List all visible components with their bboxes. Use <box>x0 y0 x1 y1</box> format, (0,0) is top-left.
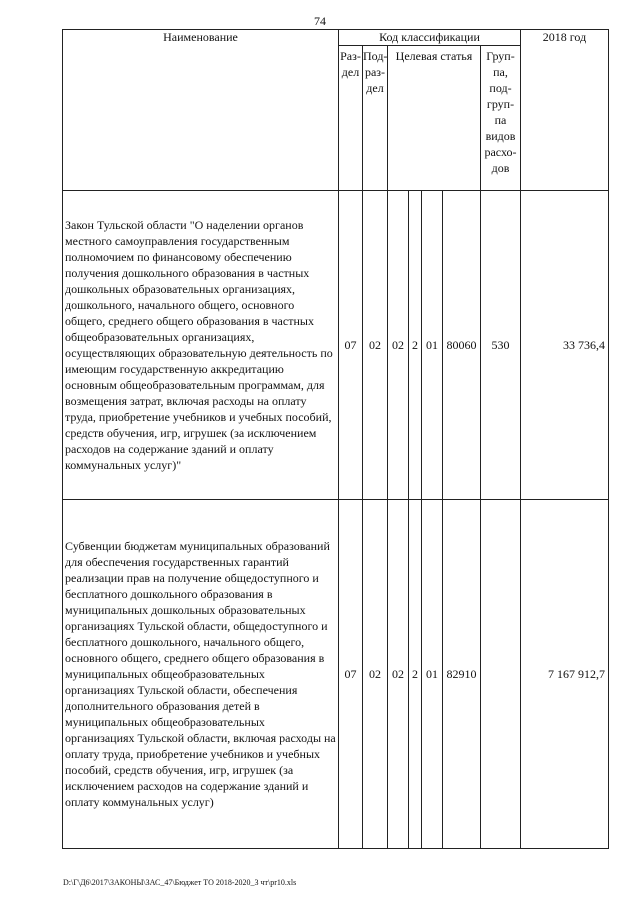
row-name: Субвенции бюджетам муниципальных образований для обеспечения государственных гарантий реализации прав на получение общедоступного и бесплатного дошкольного образования в муниципальных дошкольных образовательных организациях Тульской области, общедоступного и бесплатного дошкольного, начального общего, основного общего, среднего общего образования в муниципальных общеобразовательных организациях Тульской области, обеспечения дополнительного образования детей в муниципальных общеобразовательных организациях Тульской области, включая расходы на оплату труда, приобретение учебников и учебных пособий, средств обучения, игр, игрушек (за исключением расходов на содержание зданий и оплату коммунальных услуг) <box>63 500 339 849</box>
row-amount: 7 167 912,7 <box>521 500 609 849</box>
row-expense-group: 530 <box>481 191 521 500</box>
header-target-article: Целевая статья <box>388 46 481 191</box>
row-amount: 33 736,4 <box>521 191 609 500</box>
table-row <box>63 500 609 849</box>
header-section: Раз- дел <box>339 46 363 191</box>
row-target-part-1: 02 <box>388 191 409 500</box>
header-subsection: Под- раз- дел <box>363 46 388 191</box>
row-name: Закон Тульской области "О наделении органов местного самоуправления государственным полномочием по финансовому обеспечению получения дошкольного образования в частных дошкольных образовательных организациях, дошкольного, начального общего, основного общего, среднего общего образования в частных общеобразовательных организациях, осуществляющих образовательную деятельность по имеющим государственную аккредитацию основным общеобразовательным программам, для возмещения затрат, включая расходы на оплату труда, приобретение учебников и учебных пособий, средств обучения, игр, игрушек (за исключением расходов на содержание зданий и оплату коммунальных услуг)" <box>63 191 339 500</box>
row-target-part-4: 82910 <box>443 500 481 849</box>
row-target-part-3: 01 <box>422 191 443 500</box>
row-section: 07 <box>339 191 363 500</box>
row-target-part-3: 01 <box>422 500 443 849</box>
page-number: 74 <box>314 14 326 28</box>
row-section: 07 <box>339 500 363 849</box>
row-target-part-2: 2 <box>409 500 422 849</box>
footer-file-path: D:\Г\Д6\2017\ЗАКОНЫ\ЗАС_47\Бюджет ТО 2018-2020_3 чт\pr10.xls <box>63 878 297 887</box>
budget-table <box>62 29 609 849</box>
row-subsection: 02 <box>363 191 388 500</box>
table-row <box>63 191 609 500</box>
header-row-top <box>63 30 609 46</box>
row-subsection: 02 <box>363 500 388 849</box>
row-expense-group <box>481 500 521 849</box>
header-year: 2018 год <box>521 30 609 191</box>
row-target-part-1: 02 <box>388 500 409 849</box>
header-classification: Код классификации <box>339 30 521 46</box>
header-name: Наименование <box>63 30 339 191</box>
row-target-part-2: 2 <box>409 191 422 500</box>
header-expense-group: Груп- па, под- груп- па видов расхо- дов <box>481 46 521 191</box>
row-target-part-4: 80060 <box>443 191 481 500</box>
